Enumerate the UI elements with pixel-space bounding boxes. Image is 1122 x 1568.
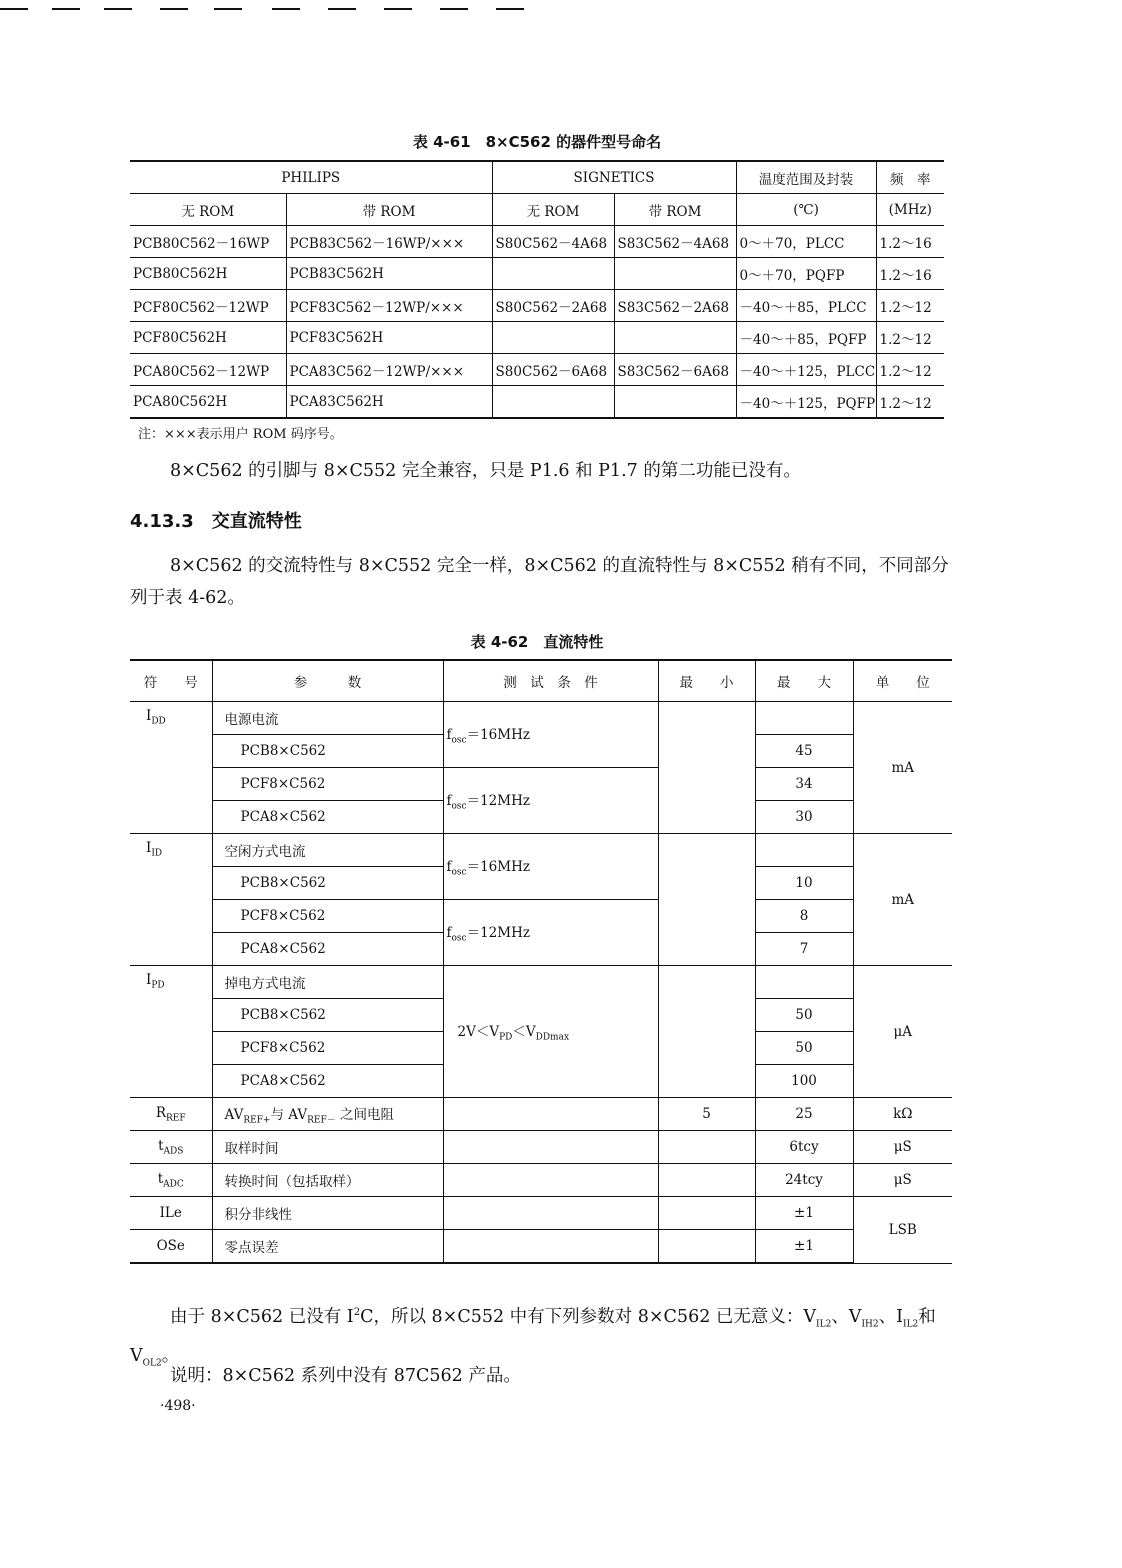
cell: S80C562－2A68 xyxy=(492,290,614,322)
header-frequency: 频 率 xyxy=(876,161,944,194)
header-signetics: SIGNETICS xyxy=(492,161,736,194)
subheader: (MHz) xyxy=(876,194,944,226)
symbol-ose: OSe xyxy=(130,1230,212,1264)
condition xyxy=(443,1131,658,1164)
cell: －40～＋125，PQFP xyxy=(736,386,876,419)
cell: 1.2～12 xyxy=(876,322,944,354)
max-cell xyxy=(755,966,853,999)
cell xyxy=(614,386,736,419)
param-item: PCF8×C562 xyxy=(212,900,443,933)
table-row xyxy=(130,1197,952,1230)
cell: S83C562－4A68 xyxy=(614,226,736,258)
param-item: PCF8×C562 xyxy=(212,768,443,801)
unit-cell: μS xyxy=(853,1164,952,1197)
param-item: PCA8×C562 xyxy=(212,801,443,834)
top-dash-rule xyxy=(0,8,560,11)
cell: PCF80C562－12WP xyxy=(130,290,286,322)
max-cell xyxy=(755,834,853,867)
cell: PCB80C562H xyxy=(130,258,286,290)
paragraph-i2c: 由于 8×C562 已没有 $I^2C$，所以 8×C552 中有下列参数对 8×C562 已无意义：$V_{IL2}$、$V_{IH2}$、$I_{IL2}$和 $V_{OL2}$。 xyxy=(130,1306,936,1369)
symbol-rref: $R_{REF}$ xyxy=(130,1098,212,1131)
unit-cell: LSB xyxy=(853,1197,952,1264)
param-cell: 转换时间（包括取样） xyxy=(212,1164,443,1197)
col-header: 最 大 xyxy=(755,660,853,702)
param-item: PCA8×C562 xyxy=(212,933,443,966)
table-row xyxy=(130,1098,952,1131)
max-cell: 8 xyxy=(755,900,853,933)
max-cell: 6tcy xyxy=(755,1131,853,1164)
cell: PCB83C562－16WP/××× xyxy=(286,226,492,258)
cell: S83C562－6A68 xyxy=(614,354,736,386)
max-cell: 50 xyxy=(755,1032,853,1065)
max-cell: 7 xyxy=(755,933,853,966)
cell: PCF83C562－12WP/××× xyxy=(286,290,492,322)
section-number: 4.13.3 xyxy=(130,511,194,532)
header-philips: PHILIPS xyxy=(130,161,492,194)
table-row xyxy=(130,322,944,354)
table-row xyxy=(130,900,952,933)
cell: PCA80C562－12WP xyxy=(130,354,286,386)
unit-cell: mA xyxy=(853,702,952,834)
param-cell: 积分非线性 xyxy=(212,1197,443,1230)
table-row xyxy=(130,161,944,194)
condition: $f_{osc}=12MHz$ xyxy=(443,768,658,834)
symbol-iid: $I_{ID}$ xyxy=(130,834,212,966)
cell: 1.2～12 xyxy=(876,354,944,386)
symbol-ile: ILe xyxy=(130,1197,212,1230)
condition xyxy=(443,1098,658,1131)
table-62 xyxy=(130,659,952,1264)
condition xyxy=(443,1230,658,1264)
condition: $f_{osc}=12MHz$ xyxy=(443,900,658,966)
min-cell xyxy=(658,1164,755,1197)
cell xyxy=(492,322,614,354)
unit-cell: mA xyxy=(853,834,952,966)
max-cell: 45 xyxy=(755,735,853,768)
table-61-caption: 表 4-61 8×C562 的器件型号命名 xyxy=(412,133,662,151)
min-cell xyxy=(658,1230,755,1264)
table-row xyxy=(130,1230,952,1264)
subheader: 无 ROM xyxy=(130,194,286,226)
cell: PCF83C562H xyxy=(286,322,492,354)
symbol-tads: $t_{ADS}$ xyxy=(130,1131,212,1164)
cell: 1.2～16 xyxy=(876,258,944,290)
col-header: 参 数 xyxy=(212,660,443,702)
table-row xyxy=(130,834,952,867)
cell xyxy=(492,258,614,290)
paragraph-ac-dc: 8×C562 的交流特性与 8×C552 完全一样，8×C562 的直流特性与 8×C552 稍有不同，不同部分列于表 4-62。 xyxy=(130,556,949,608)
max-cell: 25 xyxy=(755,1098,853,1131)
page-number: ·498· xyxy=(160,1398,196,1414)
cell: －40～＋85，PQFP xyxy=(736,322,876,354)
col-header: 最 小 xyxy=(658,660,755,702)
table-row xyxy=(130,1164,952,1197)
param-title: 电源电流 xyxy=(212,702,443,735)
col-header: 测 试 条 件 xyxy=(443,660,658,702)
table-header-row xyxy=(130,660,952,702)
max-cell: 10 xyxy=(755,867,853,900)
subheader: 无 ROM xyxy=(492,194,614,226)
param-cell: 取样时间 xyxy=(212,1131,443,1164)
table-row xyxy=(130,258,944,290)
param-item: PCB8×C562 xyxy=(212,867,443,900)
unit-cell: μS xyxy=(853,1131,952,1164)
cell: 1.2～12 xyxy=(876,290,944,322)
cell: PCA83C562－12WP/××× xyxy=(286,354,492,386)
table-row xyxy=(130,1131,952,1164)
table-row xyxy=(130,226,944,258)
cell: 1.2～16 xyxy=(876,226,944,258)
min-cell xyxy=(658,966,755,1098)
table-row xyxy=(130,966,952,999)
param-title: 空闲方式电流 xyxy=(212,834,443,867)
cell xyxy=(614,322,736,354)
cell: S83C562－2A68 xyxy=(614,290,736,322)
table-row xyxy=(130,194,944,226)
table-62-caption: 表 4-62 直流特性 xyxy=(470,633,604,651)
unit-cell: μA xyxy=(853,966,952,1098)
table-row xyxy=(130,290,944,322)
param-item: PCF8×C562 xyxy=(212,1032,443,1065)
max-cell: ±1 xyxy=(755,1230,853,1264)
max-cell: 100 xyxy=(755,1065,853,1098)
table-row xyxy=(130,386,944,419)
cell: －40～＋125，PLCC xyxy=(736,354,876,386)
paragraph-note: 说明：8×C562 系列中没有 87C562 产品。 xyxy=(170,1366,521,1386)
col-header: 单 位 xyxy=(853,660,952,702)
max-cell: 24tcy xyxy=(755,1164,853,1197)
condition xyxy=(443,1197,658,1230)
table-61 xyxy=(130,160,944,419)
col-header: 符 号 xyxy=(130,660,212,702)
cell: PCA83C562H xyxy=(286,386,492,419)
symbol-tadc: $t_{ADC}$ xyxy=(130,1164,212,1197)
cell: －40～＋85，PLCC xyxy=(736,290,876,322)
subheader: (℃) xyxy=(736,194,876,226)
cell: S80C562－4A68 xyxy=(492,226,614,258)
min-cell xyxy=(658,702,755,834)
table-row xyxy=(130,768,952,801)
cell: PCA80C562H xyxy=(130,386,286,419)
cell: PCB80C562－16WP xyxy=(130,226,286,258)
param-cell: $AV_{REF+}$与 $AV_{REF-}$ 之间电阻 xyxy=(212,1098,443,1131)
condition: $2V<V_{PD}<V_{DDmax}$ xyxy=(443,966,658,1098)
condition: $f_{osc}=16MHz$ xyxy=(443,702,658,768)
param-item: PCB8×C562 xyxy=(212,999,443,1032)
max-cell: 34 xyxy=(755,768,853,801)
section-heading xyxy=(130,507,302,533)
unit-cell: kΩ xyxy=(853,1098,952,1131)
min-cell xyxy=(658,834,755,966)
cell: PCB83C562H xyxy=(286,258,492,290)
table-row xyxy=(130,702,952,735)
cell: 1.2～12 xyxy=(876,386,944,419)
cell xyxy=(614,258,736,290)
param-cell: 零点误差 xyxy=(212,1230,443,1264)
subheader: 带 ROM xyxy=(286,194,492,226)
cell: 0～＋70，PQFP xyxy=(736,258,876,290)
cell: 0～＋70，PLCC xyxy=(736,226,876,258)
min-cell xyxy=(658,1197,755,1230)
max-cell: 50 xyxy=(755,999,853,1032)
cell: PCF80C562H xyxy=(130,322,286,354)
header-temperature: 温度范围及封装 xyxy=(736,161,876,194)
min-cell xyxy=(658,1131,755,1164)
min-cell: 5 xyxy=(658,1098,755,1131)
symbol-idd: $I_{DD}$ xyxy=(130,702,212,834)
cell: S80C562－6A68 xyxy=(492,354,614,386)
paragraph-pin-compat: 8×C562 的引脚与 8×C552 完全兼容，只是 P1.6 和 P1.7 的第二功能已没有。 xyxy=(170,461,801,481)
param-item: PCB8×C562 xyxy=(212,735,443,768)
subheader: 带 ROM xyxy=(614,194,736,226)
section-title: 交直流特性 xyxy=(211,511,302,532)
param-title: 掉电方式电流 xyxy=(212,966,443,999)
cell xyxy=(492,386,614,419)
max-cell xyxy=(755,702,853,735)
max-cell: ±1 xyxy=(755,1197,853,1230)
condition: $f_{osc}=16MHz$ xyxy=(443,834,658,900)
symbol-ipd: $I_{PD}$ xyxy=(130,966,212,1098)
table-61-note: 注：×××表示用户 ROM 码序号。 xyxy=(138,427,343,442)
table-row xyxy=(130,354,944,386)
max-cell: 30 xyxy=(755,801,853,834)
condition xyxy=(443,1164,658,1197)
param-item: PCA8×C562 xyxy=(212,1065,443,1098)
